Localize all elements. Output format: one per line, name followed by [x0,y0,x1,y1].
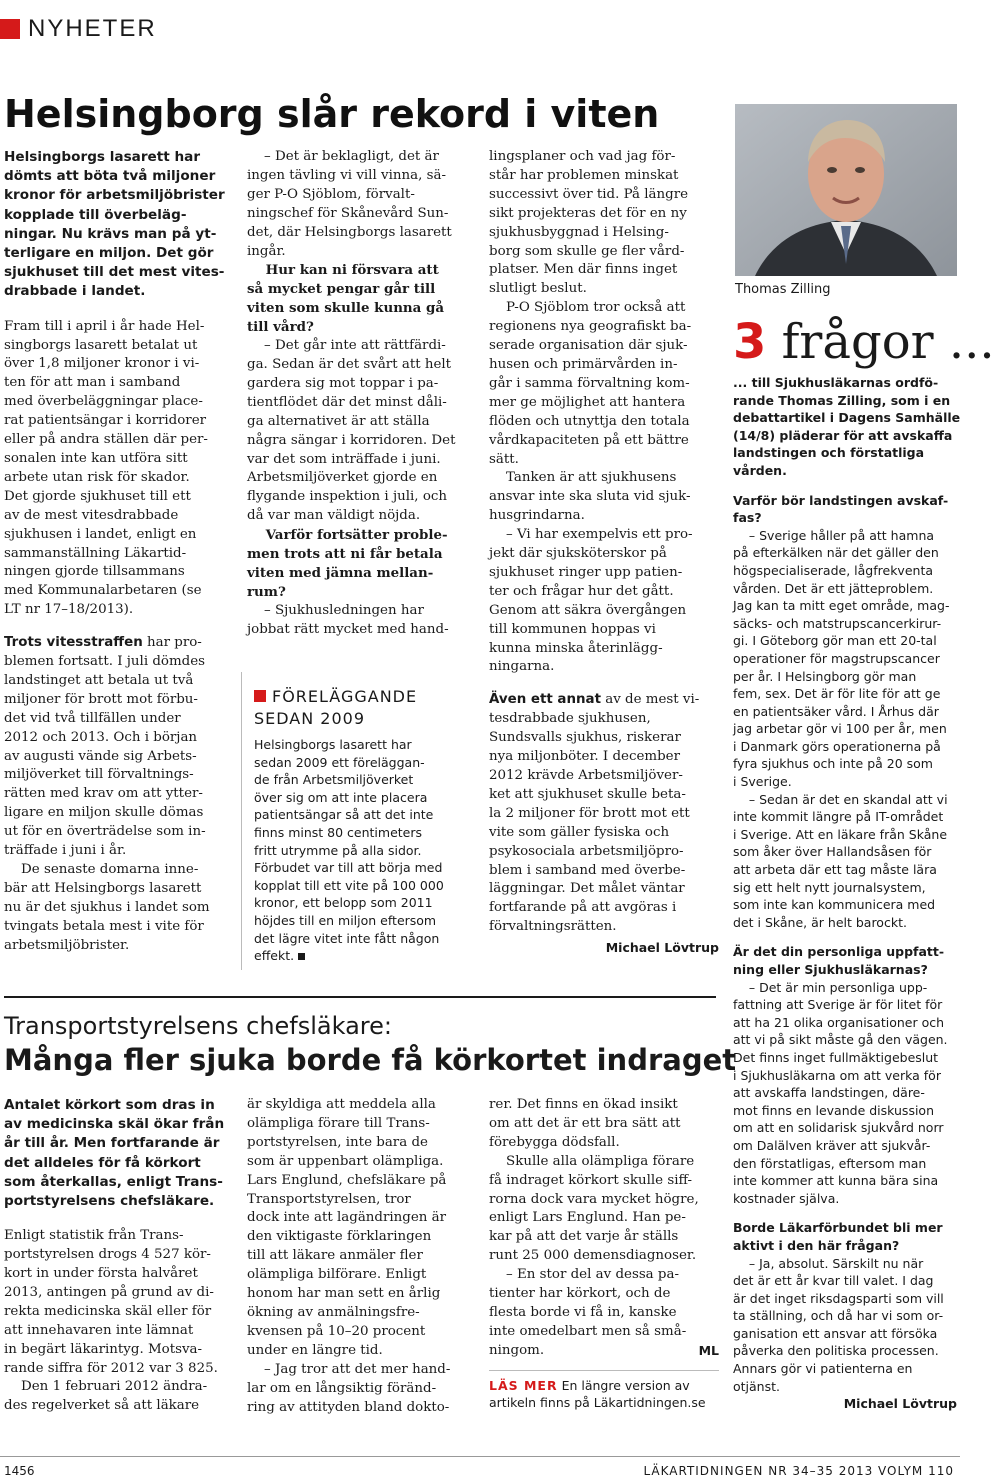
fact-box-marker-icon [254,690,266,702]
question-line: men trots att ni får betala [247,546,443,563]
body-line: rekta medicinska skäl eller för [4,1303,212,1319]
body-line: vårdkapaciteten på ett bättre [489,432,689,448]
fact-box-title: FÖRELÄGGANDE [254,686,480,708]
answer-line: en patientsäker vård. I Århus där [733,703,939,719]
body-line: serade organisation där sjuk- [489,338,688,354]
sidebar-interview [733,374,961,1413]
answer-line: om Dalälven kräver att sjukvår- [733,1137,931,1153]
body-line: av de mest vitesdrabbade [4,507,179,523]
answer-line: påverka den politiska processen. [733,1343,939,1359]
answer-line: kostnader själva. [733,1190,840,1206]
lead-line: sjukhuset till det mest vites- [4,264,225,281]
answer-line: ganisation ett ansvar att försöka [733,1325,938,1341]
body-line: ingår. [247,243,286,259]
body-line: ningschef för Skånevård Sun- [247,205,449,221]
answer-line: att avskaffa landstingen, däre- [733,1085,925,1101]
body-line: till att läkare anmäler fler [247,1248,423,1264]
body-line: rer. Det finns en ökad insikt [489,1097,678,1112]
body-line: rat patientsängar i korridorer [4,413,207,429]
body-line: successivt över tid. På längre [489,186,689,202]
sidebar-question2 [733,943,957,978]
body-line: Tanken är att sjukhusens [489,470,677,486]
section-label [0,14,157,44]
body-line: sjukhuset ringer upp patien- [489,564,683,580]
article1-body-part1 [4,318,232,621]
sidebar-answer3 [733,1255,957,1396]
body-line: blem i samband med överbe- [489,862,686,878]
body-line: med Kommunalarbetaren (se [4,583,202,599]
answer-line: Jag kan ta mitt eget område, mag- [733,598,950,614]
body-line: flygande inspektion i juli, och [247,489,448,505]
fact-line: finns minst 80 centimeters [254,824,423,840]
article2-body-part1 [4,1227,232,1416]
body-line: tienter har körkort, och de [489,1286,671,1302]
answer-line: Det finns inget fullmäktigebeslut [733,1049,939,1065]
sidebar-question1 [733,492,957,527]
answer-line: – Sedan är det en skandal att vi [733,791,948,807]
answer-line: otjänst. [733,1378,780,1394]
body-line: rande siffra för 2012 var 3 825. [4,1360,218,1376]
body-line: miljoner för brott mot förbu- [4,691,198,707]
body-line: det, där Helsingborgs lasarett [247,224,452,240]
fact-line: patientsängar så att det inte [254,807,434,823]
answer-line: ta ställning, och då har vi som or- [733,1308,944,1324]
answer-line: Annars gör vi patienterna en [733,1361,913,1377]
body-line: landstinget att betala ut två [4,672,194,688]
body-line: ligare en miljon skulle dömas [4,805,204,821]
intro-line: (14/8) pläderar för att avskaffa [733,427,953,443]
body-line: då var man väldigt nöjda. [247,508,421,524]
question-line: rum? [247,583,286,600]
article2-headline: Många fler sjuka borde få körkortet indraget [4,1043,737,1077]
body-line: 2012 krävde Arbetsmiljöver- [489,768,683,783]
body-line: under en längre tid. [247,1342,383,1358]
fact-box-body [254,736,480,965]
lasmer-divider [489,1370,719,1371]
article2-body-part3 [489,1096,719,1342]
article2-kicker: Transportstyrelsens chefsläkare: [4,1012,392,1040]
body-line: var det som inträffade i juni. [247,451,441,467]
article2-column2 [247,1096,475,1417]
lead-line: kopplade till överbeläg- [4,206,187,223]
question-line: Borde Läkarförbundet bli mer [733,1220,943,1236]
body-line: olämpliga förare till Trans- [247,1115,430,1131]
body-line: tesdrabbade sjukhusen, [489,711,651,727]
body-line: över 1,8 miljoner kronor i vi- [4,356,200,372]
fact-line: Helsingborgs lasarett har [254,737,412,752]
fact-box [254,686,480,965]
body-line: kar på att det varje år ställs [489,1229,679,1245]
article2-initials: ML [698,1342,719,1358]
body-line: några sängar i korridoren. Det [247,432,456,448]
fact-line: de från Arbetsmiljöverket [254,772,414,788]
sidebar-intro [733,374,961,480]
body-line: portstyrelsen, inte bara de [247,1134,428,1150]
lead-line: drabbade i landet. [4,283,146,300]
article2-column1 [4,1096,232,1416]
article1-column2 [247,148,475,640]
answer-line: att ha 21 olika organisationer och [733,1014,945,1030]
body-line: att innehavaren inte lämnat [4,1322,194,1338]
body-line: Skulle alla olämpliga förare [489,1153,695,1169]
body-line: la 2 miljoner för brott mot ett [489,805,690,821]
body-line: är skyldiga att meddela alla [247,1097,436,1112]
lead-line: som återkallas, enligt Trans- [4,1173,223,1190]
body-line: kunna minska återinlägg- [489,640,663,656]
body-line: ningen gjorde tillsammans [4,564,185,580]
body-line: eller på andra ställen där per- [4,432,208,448]
body-line: regionens nya geografiskt ba- [489,319,692,335]
answer-line: högspecialiserade, lågfrekventa [733,562,933,578]
sidebar-signature: Michael Lövtrup [843,1396,957,1412]
body-line: des regelverket så att läkare [4,1398,200,1414]
interview-question2 [247,526,475,602]
answer-line: säcks- och matstrupscancerkirur- [733,615,942,631]
answer-line: det är ett år kvar till valet. I dag [733,1273,934,1289]
body-line: in begärt läkarintyg. Motsva- [4,1341,203,1357]
answer-line: mot finns en levande diskussion [733,1102,934,1118]
answer-line: gi. I Göteborg gör man ett 20-tal [733,633,937,649]
lead-line: dömts att böta två miljoner [4,168,216,185]
body-line: av augusti vände sig Arbets- [4,748,197,764]
fact-line: fritt utrymme på alla sidor. [254,842,422,858]
body-line: Arbetsmiljöverket gjorde en [247,470,438,486]
body-line: Det gjorde sjukhuset till ett [4,488,191,504]
body-line: ga alternativet är att ställa [247,413,430,429]
answer-line: att arbeta där ett tag måste lära [733,862,937,878]
article1-subhead-line: Trots vitesstraffen har pro- [4,635,202,651]
answer-line: i Sverige. Att en läkare från Skåne [733,826,948,842]
question-line: så mycket pengar går till [247,281,436,298]
body-line: lar om en långsiktig föränd- [247,1380,437,1396]
article1-subhead: Trots vitesstraffen [4,635,143,651]
section-marker-icon [0,19,20,39]
answer-line: i Sjukhusläkarna om att verka för [733,1067,941,1083]
body-line: om att det är ett bra sätt att [489,1115,681,1131]
intro-line: vården. [733,462,787,478]
lead-line: terligare en miljon. Det gör [4,245,214,262]
answer-line: vården. Det är ett jätteproblem. [733,580,934,596]
body-line: dock inte att lagändringen är [247,1210,447,1226]
body-line: gardera sig mot toppar i pa- [247,375,439,391]
article1-subhead3: Även ett annat [489,692,601,708]
body-line: Den 1 februari 2012 ändra- [4,1379,208,1395]
body-line: bär att Helsingborgs lasarett [4,880,202,896]
body-line: ingen tävling vi vill vinna, sä- [247,167,446,183]
intro-line: rande Thomas Zilling, som i en [733,392,951,408]
body-line: ten för att man i samband [4,375,181,391]
body-line: ningarna. [489,659,555,675]
lead-line: kronor för arbetsmiljöbrister [4,187,225,204]
answer-line: att vi på sikt måste gå den vägen. [733,1032,948,1048]
question-line: viten som skulle kunna gå [247,300,445,317]
body-line: tvingats betala mest i vite för [4,918,204,934]
publication-info: LÄKARTIDNINGEN NR 34–35 2013 VOLYM 110 [643,1464,954,1478]
main-headline: Helsingborg slår rekord i viten [4,92,660,136]
body-line: borg som skulle ge fler vård- [489,243,685,259]
intro-line: ... till Sjukhusläkarnas ordfö- [733,375,939,390]
lead-line: Antalet körkort som dras in [4,1097,215,1113]
body-line: olämpliga bilförare. Enligt [247,1267,427,1283]
body-line: ga. Sedan är det svårt att helt [247,356,452,372]
body-line: träffade i juni i år. [4,843,127,859]
body-line: kvensen på 10–20 procent [247,1323,426,1339]
fact-line: höjdes till en miljon eftersom [254,912,437,928]
body-line: 2012 och 2013. Och i början [4,729,198,745]
body-line: LT nr 17–18/2013). [4,602,134,618]
answer-line: – Det är min personliga upp- [733,979,928,995]
body-line: 2013, antingen på grund av di- [4,1284,214,1300]
body-line: husen och primärvården in- [489,356,678,372]
body-line: arbete utan risk för skador. [4,469,190,485]
body-line: ansvar inte ska sluta vid sjuk- [489,489,691,505]
question-line: viten med jämna mellan- [247,564,434,581]
read-more-label: LÄS MER [489,1377,558,1393]
article1-lead [4,148,232,302]
body-line: sonalen inte kan utföra sitt [4,450,188,466]
sidebar-answer2 [733,979,957,1208]
body-line: ger P-O Sjöblom, förvalt- [247,186,415,202]
answer-line: om att en solidarisk sjukvård norr [733,1120,944,1136]
body-line: det vid två tillfällen under [4,710,181,726]
question-line: aktivt i den här frågan? [733,1237,900,1253]
body-line: slutligt beslut. [489,281,587,297]
body-line: – En stor del av dessa pa- [489,1267,680,1283]
body-line: portstyrelsen drogs 4 527 kör- [4,1247,211,1263]
body-line: – Sjukhusledningen har [247,602,424,618]
answer-line: inte kommer att kunna bära sina [733,1173,939,1189]
body-line: – Jag tror att det mer hand- [247,1361,451,1377]
body-line: går i samma förvaltning kom- [489,375,690,391]
article1-quote1 [247,148,475,261]
body-line: sammanställning Läkartid- [4,545,187,561]
article-divider [4,996,716,998]
body-line: platser. Men där finns inget [489,262,678,278]
article1-column1 [4,148,232,956]
page-footer [0,1458,960,1482]
body-line: få indraget körkort skulle siff- [489,1172,693,1188]
body-line: ökning av anmälningsfre- [247,1304,420,1320]
body-line: den viktigaste förklaringen [247,1229,432,1245]
body-line: blemen fortsatt. I juli dömdes [4,654,206,670]
article1-body-part2 [4,653,232,956]
fact-line: Förbudet var till att börja med [254,860,443,876]
question-line: fas? [733,510,762,526]
body-line: Lars Englund, chefsläkare på [247,1172,447,1188]
body-line: De senaste domarna inne- [4,862,199,877]
body-line: ter och frågar hur det gått. [489,583,674,599]
three-questions-title: 3 frågor ... [733,314,995,370]
body-line: flesta borde vi få in, kanske [489,1304,677,1320]
body-line: sjukhusen i landet, enligt en [4,526,197,542]
body-line: – Det går inte att rättfärdi- [247,338,446,354]
intro-line: landstingen och förstatliga [733,445,925,461]
photo-caption: Thomas Zilling [735,282,831,297]
article1-body-part4 [489,710,719,937]
answer-line: fyra sjukhus och inte på 20 som [733,756,933,772]
article2-body-part2 [247,1096,475,1417]
lead-line: ningar. Nu krävs man på yt- [4,225,217,242]
question-line: ning eller Sjukhusläkarnas? [733,962,928,977]
article2-lead [4,1096,232,1211]
body-line: jekt där sjuksköterskor på [489,546,667,562]
answer-line: per år. I Helsingborg gör man [733,668,917,684]
answer-line: i Danmark görs operationerna på [733,738,941,754]
answer-line: fem, sex. Det är för lite för att ge [733,686,941,702]
body-line: enligt Lars Englund. Han pe- [489,1210,686,1226]
body-line: fortfarande på att avgöras i [489,900,677,916]
body-line: inte omedelbart men så små- [489,1323,687,1339]
body-line: Sundsvalls sjukhus, riskerar [489,730,681,746]
answer-line: på efterkälken när det gäller den [733,545,939,561]
interview-question1 [247,261,475,337]
body-line: honom har man sett en årlig [247,1286,441,1302]
body-line: runt 25 000 demensdiagnoser. [489,1248,697,1264]
body-line: rorna dock vara mycket högre, [489,1191,699,1207]
article2-column3 [489,1096,719,1411]
footer-rule [0,1456,960,1457]
body-line: arbetsmiljöbrister. [4,937,130,953]
question-line: Hur kan ni försvara att [247,262,439,279]
body-line: kort in under första halvåret [4,1266,198,1282]
fact-line: över sig om att inte placera [254,789,428,805]
answer-line: i Sverige. [733,774,792,790]
body-line: Transportstyrelsen, tror [247,1191,411,1207]
answer-line: – Sverige håller på att hamna [733,527,935,543]
body-line: – Vi har exempelvis ett pro- [489,527,693,543]
body-line: – Det är beklagligt, det är [247,149,439,164]
body-line: står har problemen minskat [489,167,679,183]
answer-line: som inte kan kommunicera med [733,897,936,913]
lead-line: Helsingborgs lasarett har [4,149,201,165]
body-line: husgrindarna. [489,508,585,524]
body-line: mer ge möjlighet att hantera [489,394,686,410]
body-line: ut för en överträdelse som in- [4,824,206,840]
article1-signature: Michael Lövtrup [605,940,719,956]
page-number: 1456 [4,1464,35,1478]
answer-line: är det inget riksdagsparti som vill [733,1290,944,1306]
lead-line: det alldeles för få körkort [4,1154,201,1171]
body-line: som är uppenbart olämpliga. [247,1153,444,1169]
fact-line: effekt. [254,947,480,965]
question-line: Varför fortsätter proble- [247,527,448,544]
body-line: lingsplaner och vad jag för- [489,149,676,164]
body-line: nya miljonböter. I december [489,749,680,765]
question-line: till vård? [247,319,314,336]
body-line: jobbat rätt mycket med hand- [247,621,449,637]
answer-line: sig ett helt nytt journalsystem, [733,879,926,895]
body-line: miljöverket till förvaltnings- [4,767,194,783]
article1-answer2 [247,602,475,640]
article1-answer1 [247,337,475,526]
intro-line: debattartikel i Dagens Samhälle [733,410,961,426]
portrait-image-icon [735,104,957,276]
body-line: Genom att säkra övergången [489,602,687,618]
fact-line: kronor, ett belopp som 2011 [254,895,433,911]
body-line: sätt. [489,451,519,467]
answer-line: operationer för magstrupscancer [733,650,940,666]
body-line: psykosociala arbetsmiljöpro- [489,843,684,859]
body-line: läggningar. Det målet väntar [489,881,685,897]
body-line: nu är det sjukhus i landet som [4,899,210,915]
body-line: till kommunen hoppas vi [489,621,656,637]
answer-line: det i Skåne, är helt barockt. [733,914,907,930]
article1-body-part3 [489,148,719,677]
body-line: singborgs lasarett betalat ut [4,337,198,353]
fact-line: det lägre vitet inte fått någon [254,930,440,946]
answer-line: fattning att Sverige är för litet för [733,997,943,1013]
lead-line: portstyrelsens chefsläkare. [4,1193,215,1210]
body-line: förvaltningsrätten. [489,919,617,935]
fact-box-divider [241,672,242,970]
body-line: P-O Sjöblom tror också att [489,300,686,316]
body-line: tientflödet där det minst dåli- [247,394,447,410]
answer-line: den förstatligas, eftersom man [733,1155,927,1171]
answer-line: jag arbetar gör vi 100 per år, men [733,721,947,737]
body-line: sjukhusbyggnad i Helsing- [489,224,669,240]
lead-line: av medicinska skäl ökar från [4,1116,225,1133]
portrait-photo [735,104,957,276]
body-line: förebygga dödsfall. [489,1134,620,1150]
fact-line: sedan 2009 ett föreläggan- [254,754,425,770]
lead-line: år till år. Men fortfarande är [4,1135,220,1152]
answer-line: – Ja, absolut. Särskilt nu när [733,1255,924,1271]
body-line: ket att sjukhuset skulle beta- [489,786,686,802]
body-line: vite som gäller fysiska och [489,824,670,840]
answer-line: inte kommit längre på IT-området [733,809,944,825]
fact-line: kopplat till ett vite på 100 000 [254,877,444,893]
article2-last-line: ningom. ML [489,1342,719,1361]
body-line: ring av attityden bland dokto- [247,1399,450,1415]
question-line: Är det din personliga uppfatt- [733,944,945,960]
answer-line: som åker över Hallandsåsen för [733,844,932,860]
end-marker-icon [298,953,305,960]
sidebar-answer1 [733,527,957,932]
section-title: NYHETER [28,15,157,42]
fact-box-title2: SEDAN 2009 [254,709,366,728]
body-line: med överbeläggningar place- [4,394,203,410]
article1-subhead3-line: Även ett annat av de mest vi- [489,692,700,708]
body-line: rätten med krav om att ytter- [4,786,203,802]
read-more-box: LÄS MER En längre version av artikeln finns på Läkartidningen.se [489,1377,706,1410]
sidebar-question3 [733,1219,957,1254]
body-line: flöden och utnyttja den totala [489,413,690,429]
body-line: Enligt statistik från Trans- [4,1228,184,1244]
body-line: Fram till i april i år hade Hel- [4,318,205,334]
body-line: sikt projekteras det för en ny [489,205,687,221]
article1-column3 [489,148,719,958]
read-more-link[interactable]: artikeln finns på Läkartidningen.se [489,1394,706,1410]
question-line: Varför bör landstingen avskaf- [733,492,949,508]
